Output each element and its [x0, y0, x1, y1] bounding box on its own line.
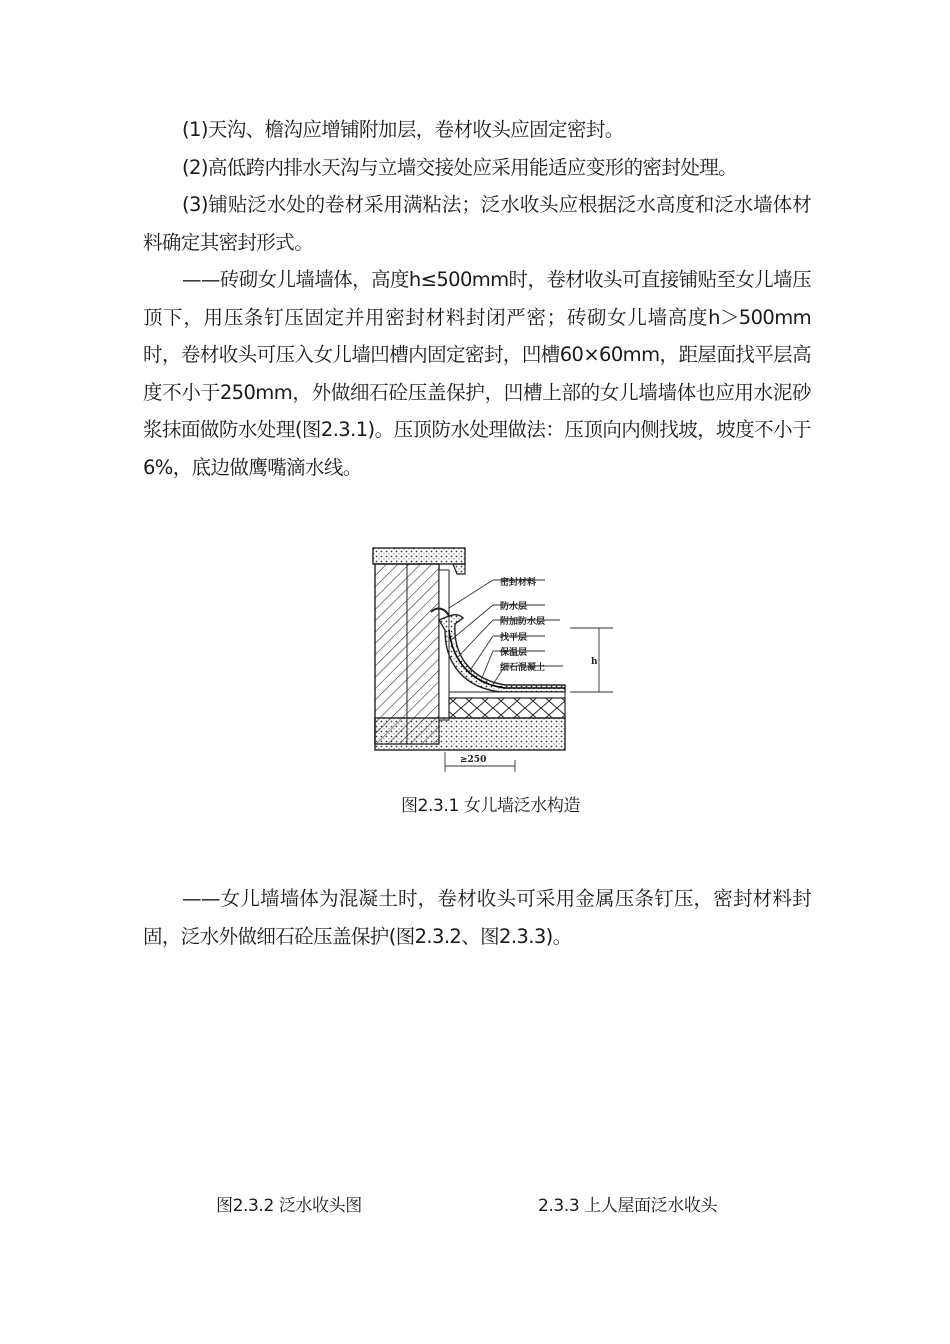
label-extra-waterproof: 附加防水层 [500, 617, 546, 627]
body-text-top [143, 111, 811, 486]
bottom-dimension-label: ≥250 [460, 755, 487, 765]
insulation-layer [449, 698, 565, 718]
label-screed: 找平层 [500, 633, 528, 643]
screed-layer [449, 692, 565, 698]
figure-1-caption: 图2.3.1 女儿墙泛水构造 [401, 796, 581, 816]
paragraph-2: (2)高低跨内排水天沟与立墙交接处应采用能适应变形的密封处理。 [182, 155, 738, 179]
paragraph-1: (1)天沟、檐沟应增铺附加层，卷材收头应固定密封。 [182, 118, 624, 141]
height-dimension-label: h [591, 657, 598, 667]
figure-parapet-flashing [365, 540, 645, 780]
paragraph-4: ——砖砌女儿墙墙体，高度h≤500mm时，卷材收头可直接铺贴至女儿墙压顶下，用压条钉压固定并用密封材料封闭严密；砖砌女儿墙高度h＞500mm时，卷材收头可压入女儿墙凹槽内固定密封，凹槽60×60mm，距屋面找平层高度不小于250mm，外做细石砼压盖保护，凹槽上部的女儿墙墙体也应用水泥砂浆抹面做防水处理(图2.3.1)。压顶防水处理做法：压顶向内侧找坡，坡度不小于6%，底边做鹰嘴滴水线。 [143, 268, 811, 479]
label-fine-concrete: 细石混凝土 [500, 663, 546, 673]
figure-3-caption: 2.3.3 上人屋面泛水收头 [538, 1196, 718, 1216]
label-insulation: 保温层 [500, 648, 528, 658]
body-text-bottom [143, 880, 811, 955]
paragraph-3: (3)铺贴泛水处的卷材采用满粘法；泛水收头应根据泛水高度和泛水墙体材料确定其密封形式。 [143, 193, 811, 254]
figure-2-caption: 图2.3.2 泛水收头图 [216, 1196, 362, 1216]
parapet-flashing-diagram [365, 540, 645, 780]
paragraph-5: ——女儿墙墙体为混凝土时，卷材收头可采用金属压条钉压，密封材料封固，泛水外做细石砼压盖保护(图2.3.2、图2.3.3)。 [143, 887, 811, 948]
label-sealant: 密封材料 [500, 578, 537, 588]
coping-cap [373, 548, 465, 564]
roof-slab [375, 718, 565, 750]
label-waterproof: 防水层 [500, 602, 528, 612]
drip-edge [453, 564, 465, 574]
